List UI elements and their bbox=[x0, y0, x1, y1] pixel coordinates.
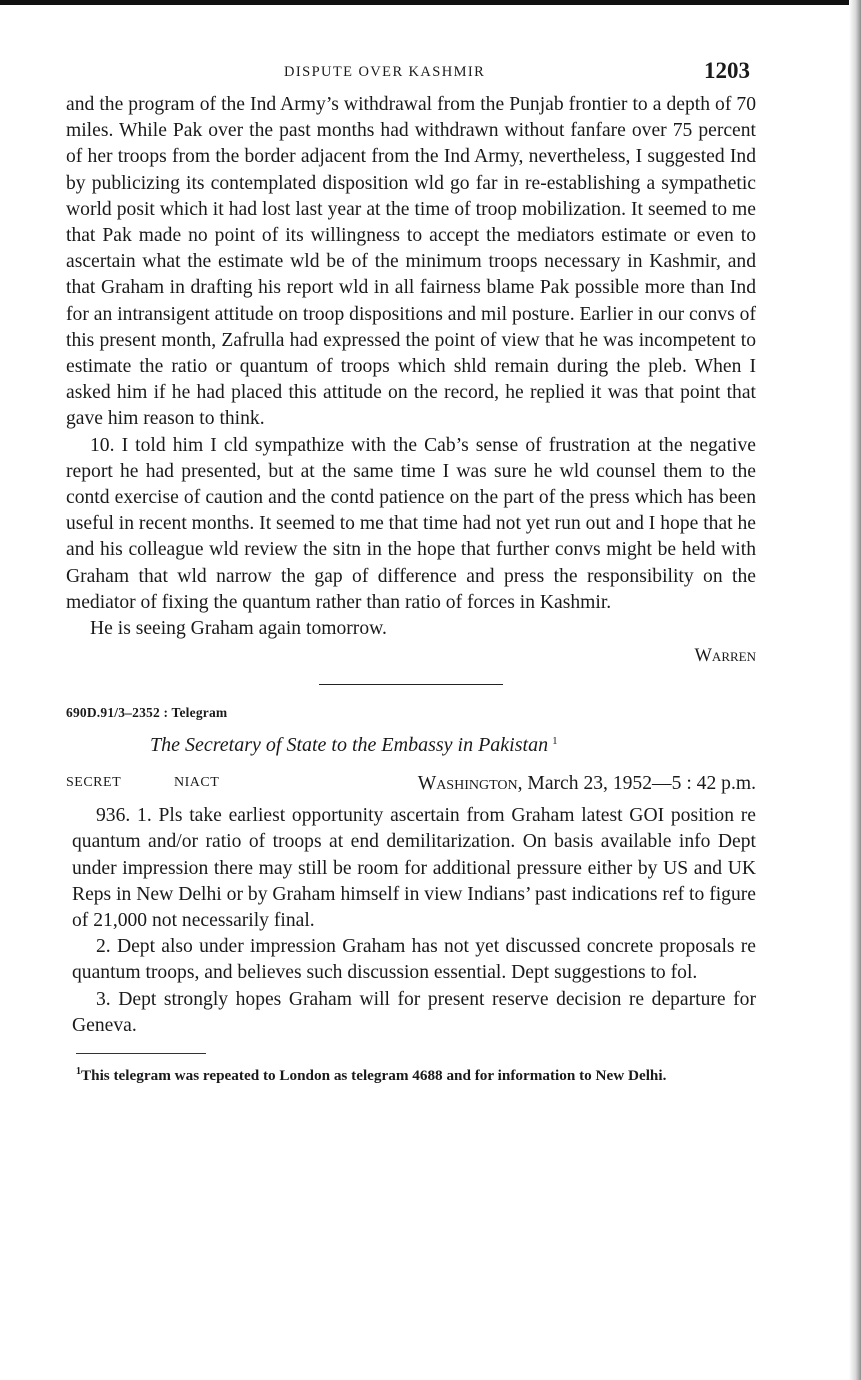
footnote-mark: 1 bbox=[76, 1066, 81, 1078]
document-heading-text: The Secretary of State to the Embassy in Pakistan bbox=[150, 734, 549, 757]
scan-top-border bbox=[0, 0, 861, 5]
footnote bbox=[66, 1064, 756, 1084]
telegram-paragraph: 2. Dept also under impression Graham has not yet discussed concrete proposals re quantum troops, and believes such discussion essential. Dept suggestions to fol. bbox=[72, 936, 756, 984]
scan-right-edge-shadow bbox=[849, 0, 861, 1380]
footnote-marker: 1 bbox=[552, 734, 558, 747]
document-page bbox=[66, 58, 756, 1084]
telegram-paragraph: 936. 1. Pls take earliest opportunity ascertain from Graham latest GOI position re quantum and/or ratio of troops at end demilitarization. On basis available info Dept under impression there may still be room for additional pressure either by US and UK Reps in New Delhi or by Graham himself in view Indians’ past indications ref to figure of 21,000 not necessarily final. bbox=[72, 805, 756, 932]
telegram-paragraph: 3. Dept strongly hopes Graham will for present reserve decision re departure for Geneva. bbox=[72, 988, 756, 1036]
telegram-body bbox=[66, 803, 756, 1039]
signature: Warren bbox=[694, 646, 756, 667]
precedence: NIACT bbox=[174, 775, 220, 791]
letter-body bbox=[66, 92, 756, 642]
document-heading bbox=[66, 734, 756, 757]
running-head bbox=[66, 58, 756, 92]
running-title: DISPUTE OVER KASHMIR bbox=[284, 64, 486, 80]
place: Washington, bbox=[417, 773, 523, 795]
letter-paragraph: He is seeing Graham again tomorrow. bbox=[90, 618, 387, 640]
letter-paragraph: and the program of the Ind Army’s withdrawal from the Punjab frontier to a depth of 70 miles. While Pak over the past months had withdrawn without fanfare over 75 percent of her troops from the border adjacent from the Ind Army, nevertheless, I suggested Ind by publicizing its contemplated disposition wld go far in re-establishing a sympathetic world posit which it had lost last year at the time of troop mobilization. It seemed to me that Pak made no point of its willingness to accept the mediators estimate or even to ascertain what the estimate wld be of the minimum troops necessary in Kashmir, and that Graham in drafting his report wld in all fairness blame Pak possible more than Ind for an intransigent attitude on troop dispositions and mil posture. Earlier in our convs of this present month, Zafrulla had expressed the point of view that he was incompetent to estimate the ratio or quantum of troops which shld remain during the pleb. When I asked him if he had placed this attitude on the record, he replied it was that point that gave him reason to think. bbox=[66, 94, 756, 430]
footnote-text: This telegram was repeated to London as telegram 4688 and for information to New Delhi. bbox=[81, 1067, 667, 1085]
classification: SECRET bbox=[66, 775, 122, 791]
date-time: March 23, 1952—5 : 42 p.m. bbox=[522, 773, 756, 795]
dateline bbox=[66, 773, 756, 803]
page-number: 1203 bbox=[704, 58, 750, 83]
section-divider bbox=[319, 684, 503, 685]
letter-paragraph: 10. I told him I cld sympathize with the Cab’s sense of frustration at the negative report he had presented, but at the same time I was sure he wld counsel them to the contd exercise of caution and the contd patience on the part of the press which has been useful in recent months. It seemed to me that time had not yet run out and I hope that he and his colleague wld review the sitn in the hope that further convs might be held with Graham that wld narrow the gap of difference and press the responsibility on the mediator of fixing the quantum rather than ratio of forces in Kashmir. bbox=[66, 434, 756, 613]
footnote-divider bbox=[76, 1053, 206, 1054]
file-reference: 690D.91/3–2352 : Telegram bbox=[66, 705, 228, 721]
place-date bbox=[418, 773, 756, 795]
